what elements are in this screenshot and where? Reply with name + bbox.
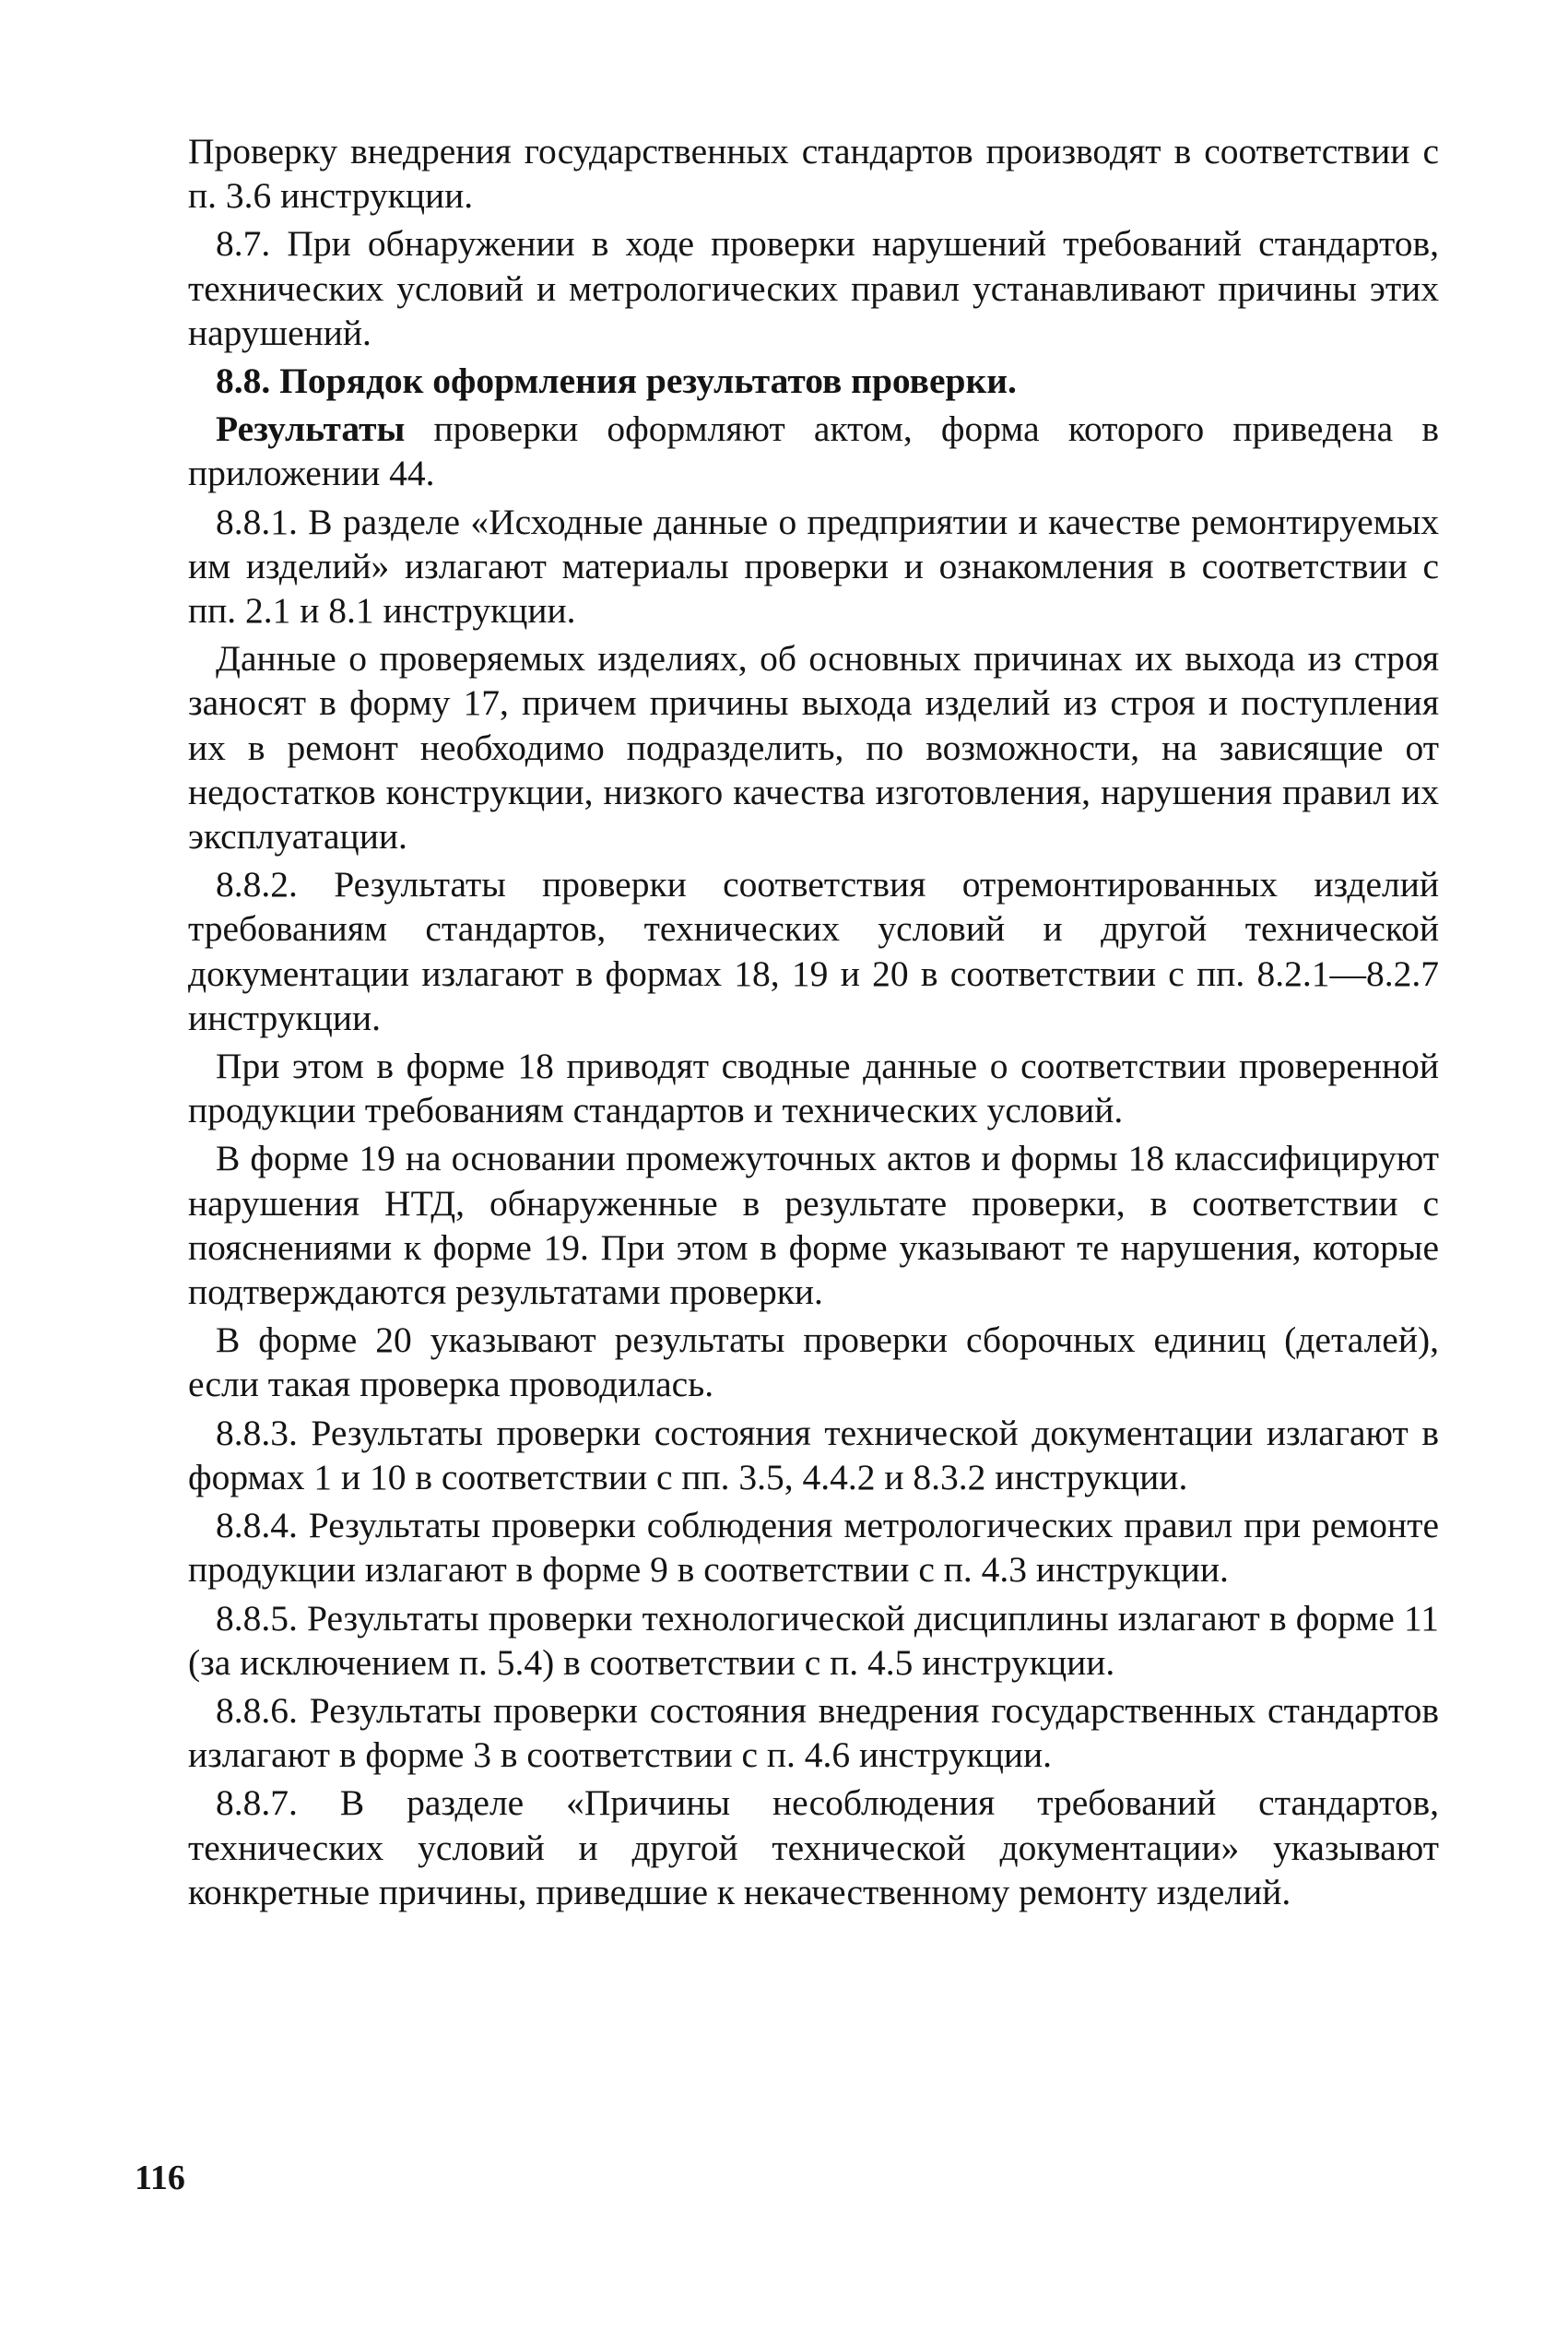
paragraph-8-8-3: 8.8.3. Результаты проверки состояния технической документации излагают в формах 1 и 10 в соответствии с пп. 3.5, 4.4.2 и 8.3.2 инструкции. — [188, 1412, 1439, 1497]
paragraph-intro: Проверку внедрения государственных стандартов производят в соответствии с п. 3.6 инструкции. — [188, 131, 1439, 217]
section-heading-8-8: 8.8. Порядок оформления результатов проверки. — [216, 361, 1017, 402]
body-text — [188, 129, 1439, 1918]
paragraph-form-19: В форме 19 на основании промежуточных актов и формы 18 классифицируют нарушения НТД, обнаруженные в результате проверки, в соответствии с пояснениями к форме 19. При этом в форме указывают те нарушения, которые подтверждаются результатами проверки. — [188, 1138, 1439, 1313]
page-number: 116 — [135, 2159, 185, 2197]
paragraph-act: Результаты проверки оформляют актом, форма которого приведена в приложении 44. — [188, 408, 1439, 494]
paragraph-8-8-4: 8.8.4. Результаты проверки соблюдения метрологических правил при ремонте продукции излагают в форме 9 в соответствии с п. 4.3 инструкции. — [188, 1505, 1439, 1591]
paragraph-8-8-6: 8.8.6. Результаты проверки состояния внедрения государственных стандартов излагают в форме 3 в соответствии с п. 4.6 инструкции. — [188, 1689, 1439, 1776]
paragraph-8-8-2: 8.8.2. Результаты проверки соответствия отремонтированных изделий требованиям стандартов, технических условий и другой технической документации излагают в формах 18, 19 и 20 в соответствии с пп. 8.2.1—8.2.7 инструкции. — [188, 864, 1439, 1038]
paragraph-8-8-1: 8.8.1. В разделе «Исходные данные о предприятии и качестве ремонтируемых им изделий» излагают материалы проверки и ознакомления в соответствии с пп. 2.1 и 8.1 инструкции. — [188, 501, 1439, 632]
paragraph-form-18: При этом в форме 18 приводят сводные данные о соответствии проверенной продукции требованиям стандартов и технических условий. — [188, 1046, 1439, 1131]
paragraph-8-8-7: 8.8.7. В разделе «Причины несоблюдения требований стандартов, технических условий и другой технической документации» указывают конкретные причины, приведшие к некачественному ремонту изделий. — [188, 1782, 1439, 1912]
paragraph-8-7: 8.7. При обнаружении в ходе проверки нарушений требований стандартов, технических условий и метрологических правил устанавливают причины этих нарушений. — [188, 223, 1439, 353]
paragraph-form-20: В форме 20 указывают результаты проверки сборочных единиц (деталей), если такая проверка проводилась. — [188, 1319, 1439, 1405]
paragraph-form-17: Данные о проверяемых изделиях, об основных причинах их выхода из строя заносят в форму 17, причем причины выхода изделий из строя и поступления их в ремонт необходимо подразделить, по возможности, на зависящие от недостатков конструкции, низкого качества изготовления, нарушения правил их эксплуатации. — [188, 638, 1439, 858]
paragraph-8-8-5: 8.8.5. Результаты проверки технологической дисциплины излагают в форме 11 (за исключением п. 5.4) в соответствии с п. 4.5 инструкции. — [188, 1597, 1439, 1683]
